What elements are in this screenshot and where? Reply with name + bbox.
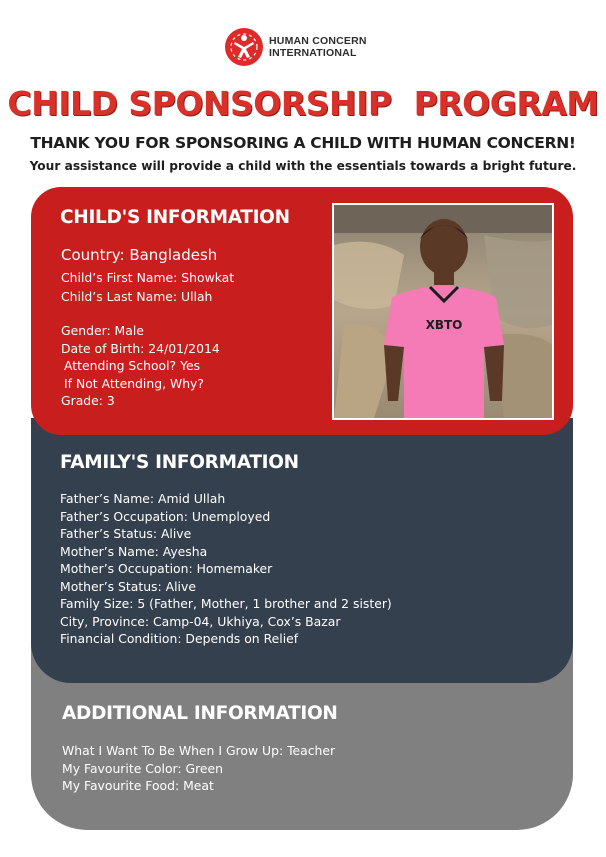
additional-career: What I Want To Be When I Grow Up: Teacher bbox=[62, 743, 336, 758]
family-father-status: Father’s Status: Alive bbox=[60, 526, 192, 541]
child-photo bbox=[332, 203, 554, 420]
child-not-attending-reason: If Not Attending, Why? bbox=[64, 375, 204, 391]
org-name-line2: INTERNATIONAL bbox=[269, 47, 357, 59]
child-info-heading: CHILD'S INFORMATION bbox=[60, 207, 290, 228]
additional-favourite-food: My Favourite Food: Meat bbox=[62, 778, 214, 793]
human-figure-icon bbox=[225, 28, 263, 66]
family-city-province: City, Province: Camp-04, Ukhiya, Cox’s Bazar bbox=[60, 613, 341, 629]
child-last-name: Child’s Last Name: Ullah bbox=[61, 289, 213, 304]
family-mother-occupation: Mother’s Occupation: Homemaker bbox=[60, 561, 273, 576]
family-mother-name: Mother’s Name: Ayesha bbox=[60, 543, 208, 559]
child-info-block bbox=[61, 246, 234, 306]
child-gender: Gender: Male bbox=[61, 323, 144, 338]
additional-info-heading: ADDITIONAL INFORMATION bbox=[62, 703, 338, 724]
child-attending-school: Attending School? Yes bbox=[64, 358, 201, 373]
page-title: CHILD SPONSORSHIP PROGRAM bbox=[7, 84, 599, 123]
child-dob: Date of Birth: 24/01/2014 bbox=[61, 340, 220, 356]
family-info-list bbox=[60, 490, 392, 648]
child-grade: Grade: 3 bbox=[61, 393, 115, 408]
assistance-subtitle: Your assistance will provide a child with the essentials towards a bright future. bbox=[29, 159, 577, 173]
thank-you-heading: THANK YOU FOR SPONSORING A CHILD WITH HUMAN CONCERN! bbox=[30, 134, 576, 152]
family-father-name: Father’s Name: Amid Ullah bbox=[60, 491, 226, 506]
org-logo bbox=[225, 28, 367, 66]
child-country: Country: Bangladesh bbox=[61, 246, 218, 264]
shirt-text: XBTO bbox=[425, 318, 463, 332]
family-info-heading: FAMILY'S INFORMATION bbox=[60, 452, 299, 473]
org-name-line1: HUMAN CONCERN bbox=[269, 35, 367, 47]
child-first-name: Child’s First Name: Showkat bbox=[61, 270, 235, 285]
family-size: Family Size: 5 (Father, Mother, 1 brother and 2 sister) bbox=[60, 596, 392, 611]
family-mother-status: Mother’s Status: Alive bbox=[60, 578, 196, 594]
org-name bbox=[269, 35, 367, 59]
additional-favourite-color: My Favourite Color: Green bbox=[62, 760, 224, 776]
family-father-occupation: Father’s Occupation: Unemployed bbox=[60, 508, 271, 524]
child-details-block bbox=[61, 322, 220, 410]
additional-info-list bbox=[62, 742, 335, 795]
family-financial-condition: Financial Condition: Depends on Relief bbox=[60, 631, 299, 646]
